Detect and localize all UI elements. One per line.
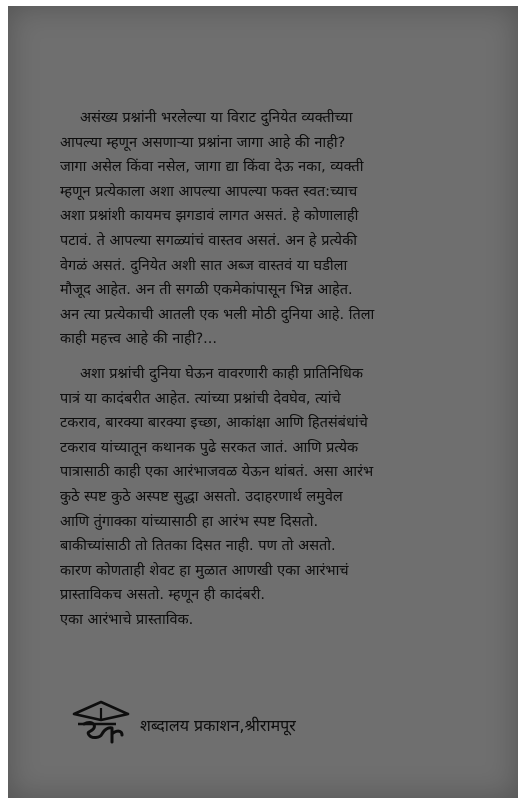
blurb-paragraph-1 — [60, 106, 500, 352]
text-line: आपल्या म्हणून असणाऱ्या प्रश्नांना जागा आहे की नाही? — [60, 134, 346, 151]
text-line: अन त्या प्रत्येकाची आतली एक भली मोठी दुनिया आहे. तिला — [60, 306, 375, 323]
publisher-imprint — [68, 700, 488, 750]
text-line: पात्रासाठी काही एका आरंभाजवळ येऊन थांबतं. असा आरंभ — [60, 464, 374, 481]
text-line: पात्रं या कादंबरीत आहेत. त्यांच्या प्रश्नांची देवघेव, त्यांचे — [60, 390, 341, 407]
text-line: कुठे स्पष्ट कुठे अस्पष्ट सुद्धा असतो. उदाहरणार्थ लमुवेल — [60, 488, 343, 505]
back-cover — [8, 6, 518, 798]
text-line: टकराव यांच्यातून कथानक पुढे सरकत जातं. आणि प्रत्येक — [60, 439, 359, 456]
blurb-text — [60, 106, 500, 632]
text-line: वेगळं असतं. दुनियेत अशी सात अब्ज वास्तवं या घडीला — [60, 257, 348, 274]
text-line: आणि तुंगाक्का यांच्यासाठी हा आरंभ स्पष्ट दिसतो. — [60, 513, 319, 530]
text-line: पटावं. ते आपल्या सगळ्यांचं वास्तव असतं. अन हे प्रत्येकी — [60, 232, 357, 249]
publisher-name: शब्दालय प्रकाशन,श्रीरामपूर — [140, 716, 296, 735]
text-line: असंख्य प्रश्नांनी भरलेल्या या विराट दुनियेत व्यक्तीच्या — [80, 110, 353, 126]
text-line: जागा असेल किंवा नसेल, जागा द्या किंवा देऊ नका, व्यक्ती — [60, 159, 364, 176]
text-line: अशा प्रश्नांशी कायमच झगडावं लागत असतं. हे कोणालाही — [60, 208, 359, 225]
publisher-logo-icon — [68, 700, 134, 748]
text-line: प्रास्ताविकच असतो. म्हणून ही कादंबरी. — [60, 587, 266, 604]
text-line: काही महत्त्व आहे की नाही?... — [60, 331, 218, 348]
text-line: मौजूद आहेत. अन ती सगळी एकमेकांपासून भिन्न आहेत. — [60, 282, 353, 299]
text-line: अशा प्रश्नांची दुनिया घेऊन वावरणारी काही प्रातिनिधिक — [80, 365, 363, 382]
text-line: एका आरंभाचे प्रास्ताविक. — [60, 611, 194, 628]
blurb-paragraph-2 — [60, 362, 500, 633]
text-line: टकराव, बारक्या बारक्या इच्छा, आकांक्षा आणि हितसंबंधांचे — [60, 415, 368, 432]
text-line: कारण कोणताही शेवट हा मुळात आणखी एका आरंभाचं — [60, 562, 349, 579]
text-line: बाकीच्यांसाठी तो तितका दिसत नाही. पण तो असतो. — [60, 538, 336, 555]
text-line: म्हणून प्रत्येकाला अशा आपल्या आपल्या फक्त स्वत:च्याच — [60, 183, 358, 200]
